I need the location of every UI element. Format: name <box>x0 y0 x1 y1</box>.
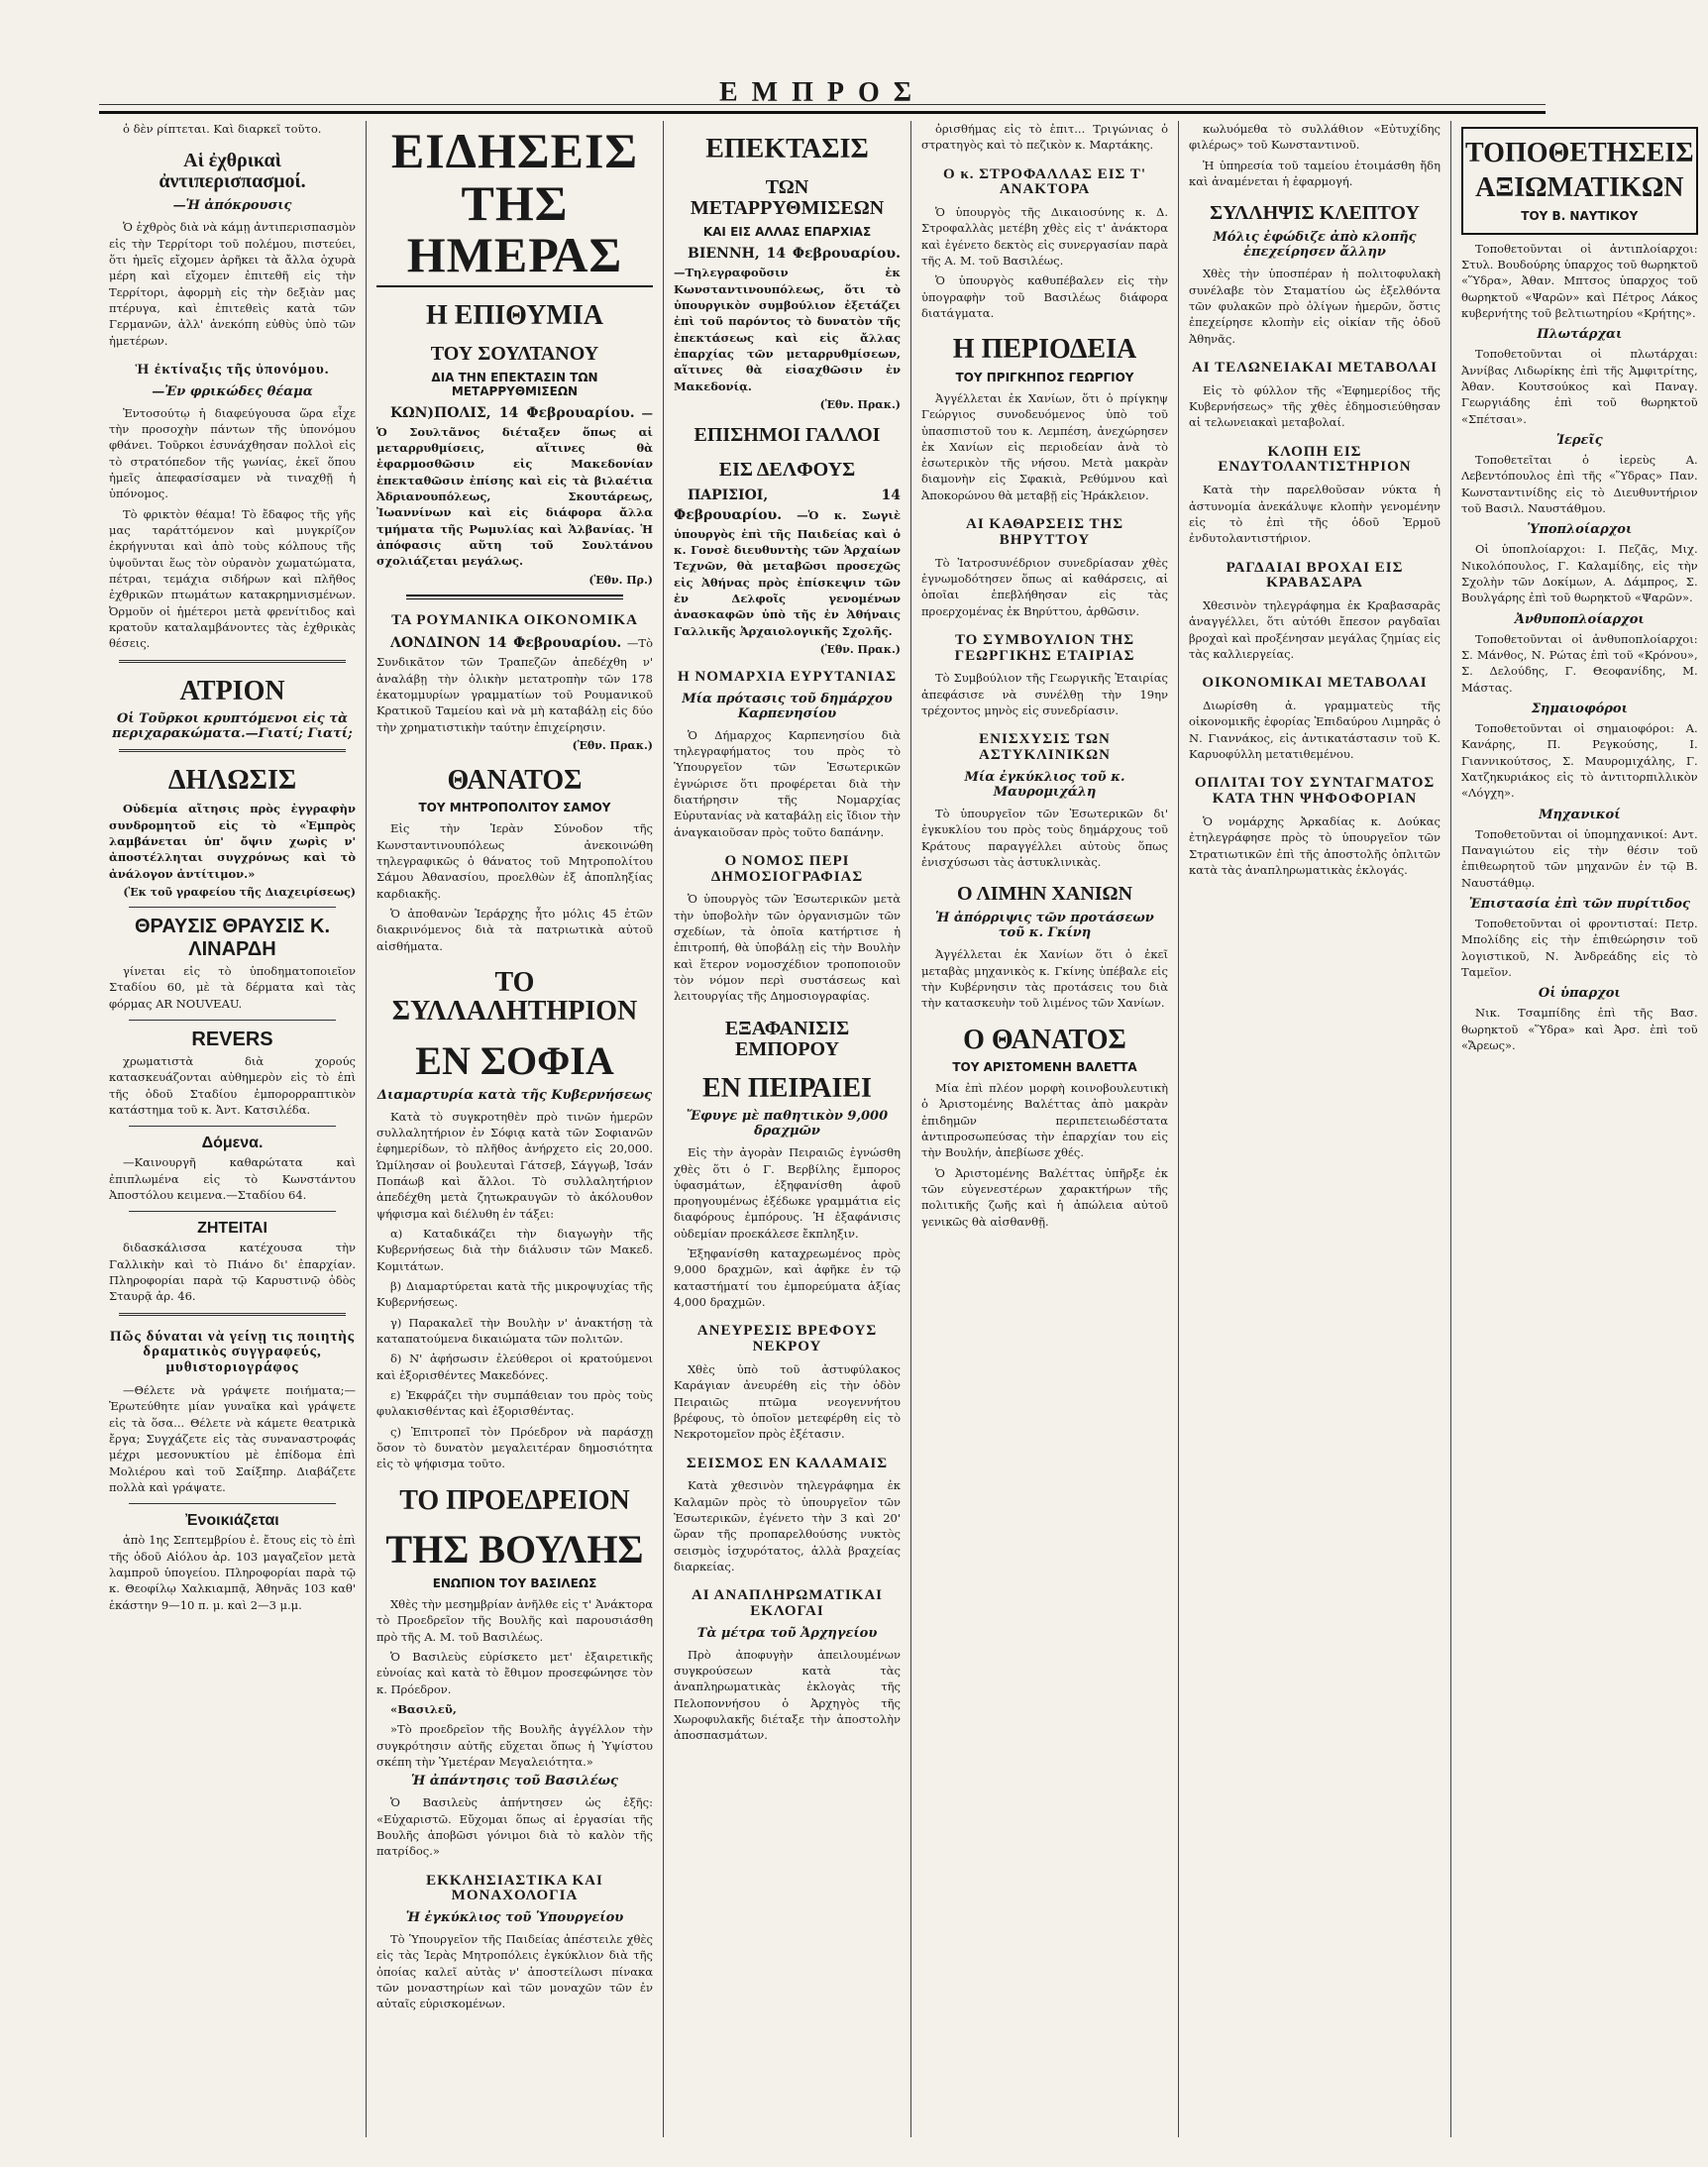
col6-section-4: Ἀνθυποπλοίαρχοι <box>1514 611 1645 627</box>
column-3 <box>664 121 911 2137</box>
col2-headline-6: ΕΚΚΛΗΣΙΑΣΤΙΚΑ ΚΑΙ ΜΟΝΑΧΟΛΟΓΙΑ <box>426 1872 603 1904</box>
col3-dateline-2: ΠΑΡΙΣΙΟΙ, 14 Φεβρουαρίου. <box>674 487 901 523</box>
col1-separator-3 <box>129 907 336 908</box>
col2-para-5: Χθὲς τὴν μεσημβρίαν ἀνῆλθε εἰς τ' Ἀνάκτορα τὸ Προεδρεῖον τῆς Βουλῆς καὶ παρουσιάσθη πρὸ τῆς Α. Μ. τοῦ Βασιλέως. <box>376 1597 653 1644</box>
col2-para-4f: ς) Ἐπιτροπεῖ τὸν Πρόεδρον νὰ παράσχῃ ὅσον τὸ δυνατὸν μεγαλειτέραν δημοσιότητα εἰς τὸ ψήφισμα τοῦτο. <box>376 1424 653 1471</box>
col1-ad-thrausis-text: γίνεται εἰς τὸ ὑποδηματοποιεῖον Σταδίου 60, μὲ τὰ δέρματα καὶ τὰς φόρμας AR NOUVEAU. <box>109 964 356 1011</box>
col2-sub-6: Ἡ ἐγκύκλιος τοῦ Ὑπουργείου <box>405 1910 624 1926</box>
col6-para-2: Τοποθετοῦνται οἱ πλωτάρχαι: Ἀννίβας Λιδωρίκης ἐπὶ τῆς Ἀμφιτρίτης, Ἀθαν. Κουτσούκος καὶ Παναγ. Γεωργιάδης ἐπὶ τοῦ θωρηκτοῦ «Σπέτσαι». <box>1461 347 1698 426</box>
col1-separator-7 <box>119 1313 346 1316</box>
col2-headline-1: Η ΕΠΙΘΥΜΙΑ <box>426 299 603 331</box>
col5-para-2: Εἰς τὸ φύλλον τῆς «Ἐφημερίδος τῆς Κυβερνήσεως» τῆς χθὲς ἐδημοσιεύθησαν αἱ τελωνειακαὶ μεταβολαί. <box>1189 382 1441 430</box>
col6-para-3: Τοποθετεῖται ὁ ἱερεὺς Α. Λεβεντόπουλος ἐπὶ τῆς «Ὕδρας» Παν. Κωνσταντινίδης εἰς τὸ Διευθυντήριον τοῦ Βασιλ. Ναυστάθμου. <box>1461 453 1698 516</box>
col2-para-3: Εἰς τὴν Ἱερὰν Σύνοδον τῆς Κωνσταντινουπόλεως ἀνεκοινώθη τηλεγραφικῶς ὁ θάνατος τοῦ Μητροπολίτου Σάμου Ἀθανασίου, προελθὼν ἐξ ἀποπληξίας καρδιακῆς. <box>376 821 653 901</box>
col4-para-4: Τὸ Συμβούλιον τῆς Γεωργικῆς Ἑταιρίας ἀπεφάσισε νὰ συνέλθῃ τὴν 19ην τρέχοντος μηνὸς εἰς συνεδρίασιν. <box>921 671 1168 718</box>
col4-headline-6: Ο ΛΙΜΗΝ ΧΑΝΙΩΝ <box>956 883 1133 906</box>
col3-headline-1b: ΤΩΝ ΜΕΤΑΡΡΥΘΜΙΣΕΩΝ <box>690 176 885 220</box>
col3-sub-5: Ἔφυγε μὲ παθητικὸν 9,000 δραχμῶν <box>686 1109 889 1139</box>
col3-para-4: Ὁ ὑπουργὸς τῶν Ἐσωτερικῶν μετὰ τὴν ὑποβολὴν τῶν ὀργανισμῶν τῶν σχεδίων, τὰ ὁποῖα κατήρτισε ἡ ἐπιτροπή, θὰ ὑποβάλῃ εἰς τὴν Βουλὴν καὶ ἕτερον νομοσχέδιον τροποποιοῦν τὸν νόμον περὶ συστάσεως καὶ λειτουργίας τῆς Δημοσιογραφίας. <box>674 892 901 1004</box>
col1-opening: ὁ δὲν ρίπτεται. Καὶ διαρκεῖ τοῦτο. <box>123 122 322 136</box>
col5-opening: κωλυόμεθα τὸ συλλάθιον «Εὐτυχίδης φιλέρως» τοῦ Κωνσταντινοῦ. <box>1189 122 1441 153</box>
col2-headline-4b: ΕΝ ΣΟΦΙΑ <box>415 1037 614 1083</box>
col4-para-1: Ὁ ὑπουργὸς τῆς Δικαιοσύνης κ. Δ. Στροφαλλὰς μετέβη χθὲς εἰς τ' ἀνάκτορα καὶ ἐγένετο δεκτὸς εἰς συνεργασίαν παρὰ τῆς Α. Μ. τοῦ Βασιλέως. <box>921 205 1168 269</box>
col5-headline-4: ΡΑΓΔΑΙΑΙ ΒΡΟΧΑΙ ΕΙΣ ΚΡΑΒΑΣΑΡΑ <box>1226 559 1404 592</box>
col4-sub-2: ΤΟΥ ΠΡΙΓΚΗΠΟΣ ΓΕΩΡΓΙΟΥ <box>955 370 1134 384</box>
col1-para-1: Ὁ ἐχθρὸς διὰ νὰ κάμῃ ἀντιπερισπασμὸν εἰς τὴν Τερρίτορι τοῦ πολέμου, πιστεύει, ὅτι ἡμεῖς εἴχομεν ἀρῆκει τὰ ἄλλα ὀχυρὰ μέρη καὶ εἴχομεν ἐπιτεθῆ εἰς τὴν Τερρίτορι, ἀφορμὴ εἰς τὴν δεξιὰν μας πτέρυγα, καὶ ἐπιτεθεὶς κατὰ τῶν Γερμανῶν, ἀλλ' ἀνεκόπη εὐθὺς ὑπὸ τῶν ἡμετέρων. <box>109 220 356 348</box>
main-headline: ΕΙΔΗΣΕΙΣ ΤΗΣ ΗΜΕΡΑΣ <box>376 125 653 287</box>
col6-para-4: Οἱ ὑποπλοίαρχοι: Ι. Πεζᾶς, Μιχ. Νικολόπουλος, Γ. Καλαμίδης, εἰς τὴν Σχολὴν τῶν Δοκίμων, Α. Δάμπρος, Σ. Βουλγάρης ἐπὶ τοῦ θωρηκτοῦ «Ψαρῶν». <box>1461 542 1698 605</box>
col6-para-1: Τοποθετοῦνται οἱ ἀντιπλοίαρχοι: Στυλ. Βουδούρης ὑπαρχος τοῦ θωρηκτοῦ «Ὕδρα», Ἀθαν. Μπτσος ὑπαρχος τοῦ θωρηκτοῦ «Ψαρῶν» καὶ Πέτρος Λάκος κυβερνήτης τοῦ βελτιωτηρίου «Κρήτης». <box>1461 241 1698 321</box>
col3-headline-7: ΣΕΙΣΜΟΣ ΕΝ ΚΑΛΑΜΑΙΣ <box>686 1455 889 1471</box>
col1-ad-revers-text: χρωματιστὰ διὰ χορούς κατασκευάζονται αὐθημερὸν εἰς τὸ ἐπὶ τῆς ὁδοῦ Σταδίου ἐμπορορραπτικὸν κατάστημα τοῦ κ. Ἀντ. Κατσιλέδα. <box>109 1054 356 1118</box>
col1-ad-zhteitai: ΖΗΤΕΙΤΑΙ <box>197 1220 267 1238</box>
col1-separator-5 <box>129 1126 336 1127</box>
col4-para-6: Ἀγγέλλεται ἐκ Χανίων ὅτι ὁ ἐκεῖ μεταβὰς μηχανικὸς κ. Γκίνης ὑπέβαλε εἰς τὴν Κυβέρνησιν τὰς προτάσεις του διὰ τὴν κατασκευὴν τοῦ λιμένος τῶν Χανίων. <box>921 947 1168 1011</box>
col3-headline-1: ΕΠΕΚΤΑΣΙΣ <box>705 134 869 164</box>
col2-sub-5c: Ἡ ἀπάντησις τοῦ Βασιλέως <box>411 1774 618 1789</box>
column-1 <box>99 121 367 2137</box>
col2-para-4c: γ) Παρακαλεῖ τὴν Βουλὴν ν' ἀνακτήσῃ τὰ καταπατούμενα δικαιώματα τῶν πολιτῶν. <box>376 1315 653 1347</box>
col4-headline-3: ΑΙ ΚΑΘΑΡΣΕΙΣ ΤΗΣ ΒΗΡΥΤΤΟΥ <box>965 516 1124 548</box>
col2-para-4b: β) Διαμαρτύρεται κατὰ τῆς μικροψυχίας τῆς Κυβερνήσεως. <box>376 1279 653 1310</box>
col2-headline-5: ΤΟ ΠΡΟΕΔΡΕΙΟΝ <box>399 1484 630 1516</box>
col1-separator-2 <box>119 749 346 752</box>
col1-ad-enoikiazetai: Ἐνοικιάζεται <box>185 1512 279 1530</box>
col5-sub-1: Μόλις ἐφώδιζε ἀπὸ κλοπῆς ἐπεχείρησεν ἄλλην <box>1213 230 1417 261</box>
col2-sub-3: ΤΟΥ ΜΗΤΡΟΠΟΛΙΤΟΥ ΣΑΜΟΥ <box>418 801 611 815</box>
col1-para-3: Τὸ φρικτὸν θέαμα! Τὸ ἔδαφος τῆς γῆς μας ταράττόμενον καὶ μυγκρίζον ἐκρήγνυται καὶ ἀπὸ τοὺς κόλπους τῆς ὑψοῦνται ἕως τὸν οὐρανὸν χωματώματα, πέτραι, τεμάχια σιδήρων καὶ πλῆθος ἐχθρικῶν πτωμάτων κατακρημνισμένων. Ὀρμοῦν οἱ ἡμέτεροι μετὰ φρενίτιδος καὶ κρατοῦν καταλαμβάνοντες τὰς ἐχθρικὰς θέσεις. <box>109 506 356 651</box>
col2-headline-5b: ΤΗΣ ΒΟΥΛΗΣ <box>385 1527 644 1572</box>
col1-separator-8 <box>129 1503 336 1504</box>
col6-section-2: Ἱερεῖς <box>1555 433 1603 449</box>
col2-para-4d: δ) Ν' ἀφήσωσιν ἐλεύθεροι οἱ κρατούμενοι καὶ ἐξορισθέντες Μακεδόνες. <box>376 1352 653 1382</box>
col3-source-1: (Ἐθν. Πρακ.) <box>819 397 901 411</box>
col2-para-5d: »Τὸ προεδρεῖον τῆς Βουλῆς ἀγγέλλον τὴν συγκρότησιν αὐτῆς εὔχεται ὅπως ἡ Ὑψίστου σκέπη τὴν Ὑμετέραν Μεγαλειότητα.» <box>376 1722 653 1770</box>
col2-para-4: Κατὰ τὸ συγκροτηθὲν πρὸ τινῶν ἡμερῶν συλλαλητήριον ἐν Σόφιᾳ κατὰ τῶν Σοφιανῶν ἐφημερίδων, τὸ πλῆθος ἀνήρχετο εἰς 20,000. Ὡμίλησαν οἱ βουλευταὶ Γάτσεβ, Σάγγωβ, Ἰσάν Ποπάωβ καὶ ἄλλοι. Τὸ συλλαλητήριον ἀπεδέχθη μετὰ ζητωκραυγῶν τὸ ἀκόλουθον ψήφισμα καὶ διέλυθη ἐν τάξει: <box>376 1109 653 1221</box>
col2-sub-5: ΕΝΩΠΙΟΝ ΤΟΥ ΒΑΣΙΛΕΩΣ <box>432 1576 597 1591</box>
col5-para-5: Διωρίσθη ἀ. γραμματεὺς τῆς οἰκονομικῆς ἐφορίας Ἐπιδαύρου Λιμηρᾶς ὁ Ν. Γιαννάκος, εἰς ἀντικατάστασιν τοῦ Κ. Καρυοφύλλη μετατιθεμένου. <box>1189 699 1441 762</box>
col3-dateline-1: ΒΙΕΝΝΗ, 14 Φεβρουαρίου. <box>688 246 901 263</box>
col1-headline-2: Ἡ ἐκτίναξις τῆς ὑπονόμου. <box>135 361 330 378</box>
col2-para-6: Τὸ Ὑπουργεῖον τῆς Παιδείας ἀπέστειλε χθὲς εἰς τὰς Ἱερὰς Μητροπόλεις ἐγκύκλιον διὰ τῆς ὁποίας καλεῖ αὐτὰς ν' ἀποστείλωσι πίνακα τῶν μοναστηρίων καὶ τῶν μοναχῶν τῶν ἐν αὐταῖς εὑρισκομένων. <box>376 1932 653 2011</box>
col3-sub-8: Τὰ μέτρα τοῦ Ἀρχηγείου <box>696 1625 878 1641</box>
col6-headline-1: ΤΟΠΟΘΕΤΗΣΕΙΣ <box>1465 138 1694 168</box>
col4-para-3: Τὸ Ἰατροσυνέδριον συνεδρίασαν χθὲς ἐγνωμοδότησεν ὅπως αἱ καθάρσεις, αἱ ὁποῖαι ἐπεβλήθησαν εἰς τὰς προερχομένας ἐκ Βηρύττου, ἀρθῶσιν. <box>921 555 1168 618</box>
col3-headline-4: Ο ΝΟΜΟΣ ΠΕΡΙ ΔΗΜΟΣΙΟΓΡΑΦΙΑΣ <box>710 852 864 885</box>
col1-para-2: Ἐντοσούτῳ ἡ διαφεύγουσα ὥρα εἶχε τὴν προσοχὴν πάντων τῆς ὑπονόμου φθάνει. Τοῦρκοι ἐσυνάχθησαν πολλοὶ εἰς τὸ στρατόπεδον τῆς γωνίας, ἐκεῖ ὅπου ἡμεῖς ἀπεφασίσαμεν νὰ τιναχθῇ ἡ ὑπόνομος. <box>109 405 356 501</box>
col4-opening: ὁρισθήμας εἰς τὸ ἐπιτ... Τριγώνιας ὁ στρατηγὸς καὶ τὸ πεζικὸν κ. Μαρτάκης. <box>921 122 1168 153</box>
col2-para-5c: «Βασιλεῦ, <box>390 1702 457 1717</box>
col4-headline-4: ΤΟ ΣΥΜΒΟΥΛΙΟΝ ΤΗΣ ΓΕΩΡΓΙΚΗΣ ΕΤΑΙΡΙΑΣ <box>954 631 1135 664</box>
col5-headline-6: ΟΠΛΙΤΑΙ ΤΟΥ ΣΥΝΤΑΓΜΑΤΟΣ ΚΑΤΑ ΤΗΝ ΨΗΦΟΦΟΡΙΑΝ <box>1194 775 1436 808</box>
col2-headline-4: ΤΟ ΣΥΛΛΑΛΗΤΗΡΙΟΝ <box>391 967 638 1028</box>
col5-para-3: Κατὰ τὴν παρελθοῦσαν νύκτα ἡ ἀστυνομία ἀνεκάλυψε κλοπὴν γενομένην εἰς τὸ ἐπὶ τῆς ὁδοῦ Ἑρμοῦ ἐνδυτολαντιστήριον. <box>1189 483 1441 546</box>
col1-dilosis-source: (Ἐκ τοῦ γραφείου τῆς Διαχειρίσεως) <box>123 886 356 900</box>
col1-para-poiitis: —Θέλετε νὰ γράψετε ποιήματα;—Ἐρωτεύθητε μίαν γυναῖκα καὶ γράψετε εἰς τὰ ὅσα... Θέλετε νὰ κάμετε θεατρικὰ ἔργα; Συγχάζετε εἰς τὰς συναναστροφάς μέχρι μεσονυκτίου μὲ ἐπίδομα ἐπὶ Μολιέρου καὶ τοῦ Σαίξπηρ. Διαβάζετε πολλὰ καὶ γράψατε. <box>109 1382 356 1494</box>
col2-source-1: (Ἐθν. Πρ.) <box>588 573 653 587</box>
col5-para-1: Χθὲς τὴν ὑποσπέραν ἡ πολιτοφυλακὴ συνέλαβε τὸν Σταματίου ὡς ἐξελθόντα τῶν φυλακῶν πρὸ ὀλίγων ἡμερῶν, ὅστις ἐπεχείρησε κλοπὴν εἰς οἰκίαν τῆς ὁδοῦ Ἀθηνᾶς. <box>1189 267 1441 346</box>
col5-para-6: Ὁ νομάρχης Ἀρκαδίας κ. Δούκας ἐτηλεγράφησε πρὸς τὸ ὑπουργεῖον τῶν Στρατιωτικῶν ἐπὶ τῆς ἀποστολῆς ὁπλιτῶν κατὰ τὰς ἀναπληρωματικὰς ἐκλογάς. <box>1189 813 1441 877</box>
col6-section-1: Πλωτάρχαι <box>1537 327 1623 343</box>
col2-headline-3: ΘΑΝΑΤΟΣ <box>447 764 583 796</box>
col5-para-0: Ἡ ὑπηρεσία τοῦ ταμείου ἐτοιμάσθη ἤδη καὶ ἀναμένεται ἡ ἐφαρμογή. <box>1189 158 1441 188</box>
col5-para-4: Χθεσινὸν τηλεγράφημα ἐκ Κραβασαρᾶς ἀναγγέλλει, ὅτι αὐτόθι ἔπεσον ραγδαῖαι βροχαὶ καὶ προξένησαν μεγάλας ζημίας εἰς τὰς καλλιεργείας. <box>1189 598 1441 661</box>
masthead-title: ΕΜΠΡΟΣ <box>718 77 926 108</box>
col2-para-5b: Ὁ Βασιλεὺς εὑρίσκετο μετ' ἐξαιρετικῆς εὐνοίας καὶ κατὰ τὸ ἔθιμον προσεφώνησε τὸν κ. Πρόεδρον. <box>376 1650 653 1696</box>
col1-separator-6 <box>129 1211 336 1212</box>
col3-para-5: Εἰς τὴν ἀγορὰν Πειραιῶς ἐγνώσθη χθὲς ὅτι ὁ Γ. Βερβίλης ἔμπορος ὑφασμάτων, ἐξηφανίσθη ἀφοῦ προηγουμένως ἐξέδωκε γραμμάτια εἰς διαφόρους ἐμπόρους. Ἡ ἐξαφάνισις οὐδεμίαν προεκάλεσε ἔκπληξιν. <box>674 1145 901 1241</box>
col2-para-4e: ε) Ἐκφράζει τὴν συμπάθειαν του πρὸς τοὺς φυλακισθέντας καὶ ἐξορισθέντας. <box>376 1388 653 1419</box>
col6-para-7: Τοποθετοῦνται οἱ ὑπομηχανικοί: Αντ. Παναγιώτου εἰς τὴν θέσιν τοῦ ἐπιθεωρητοῦ τῶν μηχανῶν ἐν τῷ Β. Ναυστάθμῳ. <box>1461 826 1698 890</box>
col2-dateline-2: ΛΟΝΔΙΝΟΝ 14 Φεβρουαρίου. <box>390 635 622 652</box>
col2-para-4a: α) Καταδικάζει τὴν διαγωγὴν τῆς Κυβερνήσεως διὰ τὴν διάλυσιν τῶν Μακεδ. Κομιτάτων. <box>376 1227 653 1273</box>
col1-para-dilosis: Οὐδεμία αἴτησις πρὸς ἐγγραφὴν συνδρομητοῦ εἰς τὸ «Ἐμπρὸς λαμβάνεται ὑπ' ὄψιν χωρὶς ν' ἀποστέλληται συγχρόνως καὶ τὸ ἀνάλογον ἀντίτιμον.» <box>109 802 356 881</box>
col5-headline-2: ΑΙ ΤΕΛΩΝΕΙΑΚΑΙ ΜΕΤΑΒΟΛΑΙ <box>1191 359 1439 376</box>
col4-headline-2: Η ΠΕΡΙΟΔΕΙΑ <box>952 334 1137 366</box>
col4-para-1b: Ὁ ὑπουργὸς καθυπέβαλεν εἰς τὴν ὑπογραφὴν τοῦ Βασιλέως διάφορα διατάγματα. <box>921 273 1168 321</box>
col3-para-5b: Ἐξηφανίσθη καταχρεωμένος πρὸς 9,000 δραχμῶν, καὶ ἀφῆκε ἐν τῷ καταστήματί του ἐμπορεύματα ἀξίας 4,000 δραχμῶν. <box>674 1246 901 1310</box>
col1-ad-zhteitai-text: διδασκάλισσα κατέχουσα τὴν Γαλλικὴν καὶ τὸ Πιάνο δι' ἐπαρχίαν. Πληροφορίαι παρὰ τῷ Καρυστινῷ ὁδὸς Σταυρᾷ ἀρ. 46. <box>109 1241 356 1304</box>
col1-headline-1: Αἱ ἐχθρικαὶ ἀντιπερισπασμοί. <box>159 150 306 193</box>
col4-para-7b: Ὁ Ἀριστομένης Βαλέττας ὑπῆρξε ἐκ τῶν εὐγενεστέρων χαρακτήρων τῆς πολιτικῆς ζωῆς καὶ ἡ ἀπώλεια αὐτοῦ γενικῶς θὰ αἰσθανθῇ. <box>921 1165 1168 1229</box>
col3-headline-8: ΑΙ ΑΝΑΠΛΗΡΩΜΑΤΙΚΑΙ ΕΚΛΟΓΑΙ <box>691 1587 884 1620</box>
col3-para-2: —Ὁ κ. Σωγιὲ ὑπουργὸς ἐπὶ τῆς Παιδείας καὶ ὁ κ. Γονσὲ διευθυντὴς τῶν Ἀρχαίων Τεχνῶν, θὰ μεταβῶσι προσεχῶς εἰς Ἀθήνας πρὸς ἐπίσκεψιν τῶν ἐν Δελφοῖς γενομένων ἀνασκαφῶν ὑπὸ τῆς ἐν Ἀθήναις Γαλλικῆς Ἀρχαιολογικῆς Σχολῆς. <box>674 507 901 638</box>
col2-headline-2: ΤΑ ΡΟΥΜΑΝΙΚΑ ΟΙΚΟΝΟΜΙΚΑ <box>391 611 638 628</box>
col2-para-3b: Ὁ ἀποθανὼν Ἱεράρχης ἦτο μόλις 45 ἐτῶν διακρινόμενος διὰ τὰ πατριωτικὰ αὐτοῦ αἰσθήματα. <box>376 907 653 953</box>
col6-section-3: Ὑποπλοίαρχοι <box>1527 522 1633 538</box>
col4-headline-1: Ο κ. ΣΤΡΟΦΑΛΛΑΣ ΕΙΣ Τ' ΑΝΑΚΤΟΡΑ <box>942 165 1147 198</box>
col4-sub-5: Μία ἐγκύκλιος τοῦ κ. Μαυρομιχάλη <box>964 769 1125 800</box>
col1-headline-poiitis: Πῶς δύναται νὰ γείνῃ τις ποιητὴς δραματικὸς συγγραφεύς, μυθιστοριογράφος <box>109 1328 356 1376</box>
col1-sub-2: —Ἐν φρικώδες θέαμα <box>152 383 313 399</box>
col1-separator-4 <box>129 1020 336 1021</box>
col3-headline-2b: ΕΙΣ ΔΕΛΦΟΥΣ <box>718 458 856 481</box>
col2-para-5e: Ὁ Βασιλεὺς ἀπήντησεν ὡς ἑξῆς: «Εὐχαριστῶ. Εὔχομαι ὅπως αἱ ἐργασίαι τῆς Βουλῆς ἀποβῶσι γόνιμοι διὰ τὸ καλὸν τῆς πατρίδος.» <box>376 1795 653 1859</box>
col5-headline-3: ΚΛΟΠΗ ΕΙΣ ΕΝΔΥΤΟΛΑΝΤΙΣΤΗΡΙΟΝ <box>1218 443 1412 476</box>
col6-section-7: Ἐπιστασία ἐπὶ τῶν πυρίτιδος <box>1468 896 1690 912</box>
col3-para-8: Πρὸ ἀποφυγὴν ἀπειλουμένων συγκρούσεων κατὰ τὰς ἀναπληρωματικὰς ἐκλογὰς τῆς Πελοποννήσου ὁ Ἀρχηγὸς τῆς Χωροφυλακῆς διέταξε τὴν ἀποστολὴν ἀποσπασμάτων. <box>674 1647 901 1743</box>
col2-source-2: (Ἐθν. Πρακ.) <box>572 738 653 752</box>
col5-headline-1: ΣΥΛΛΗΨΙΣ ΚΛΕΠΤΟΥ <box>1210 202 1420 225</box>
columns <box>99 121 1698 2137</box>
col6-para-5: Τοποθετοῦνται οἱ ἀνθυποπλοίαρχοι: Σ. Μάνθος, Ν. Ρώτας ἐπὶ τοῦ «Κρόνου», Σ. Δελούδης, Γ. Θεοφανίδης, Μ. Μάστας. <box>1461 631 1698 695</box>
col4-sub-6: Ἡ ἀπόρριψις τῶν προτάσεων τοῦ κ. Γκίνη <box>935 911 1154 941</box>
col2-sub-1: ΔΙΑ ΤΗΝ ΕΠΕΚΤΑΣΙΝ ΤΩΝ ΜΕΤΑΡΡΥΘΜΙΣΕΩΝ <box>431 370 598 398</box>
col6-section-6: Μηχανικοί <box>1539 807 1621 822</box>
col4-para-2: Ἀγγέλλεται ἐκ Χανίων, ὅτι ὁ πρίγκηψ Γεώργιος συνοδευόμενος ὑπὸ τοῦ ὑπασπιστοῦ του κ. Λεμπέση, ἀνεχώρησεν ἐκ Χανίων εἰς περιοδείαν ἀνὰ τὸ ἐσωτερικὸν τῆς νήσου. Μετὰ μακρὰν διαμονὴν εἰς Σφακιὰ, Ρεθύμνου καὶ Ἀποκορώνου θὰ μεταβῇ εἰς Ἡράκλειον. <box>921 390 1168 502</box>
col3-sub-1: ΚΑΙ ΕΙΣ ΑΛΛΑΣ ΕΠΑΡΧΙΑΣ <box>702 225 872 240</box>
col3-sub-3: Μία πρότασις τοῦ δημάρχου Καρπενησίου <box>682 691 893 721</box>
col6-headline-box <box>1461 127 1698 235</box>
column-5 <box>1179 121 1451 2137</box>
col4-sub-7: ΤΟΥ ΑΡΙΣΤΟΜΕΝΗ ΒΑΛΕΤΤΑ <box>952 1059 1137 1074</box>
col6-section-8: Οἱ ὑπαρχοι <box>1538 986 1621 1002</box>
col6-section-5: Σημαιοφόροι <box>1531 702 1628 716</box>
col1-sub-atrion: Οἱ Τοῦρκοι κρυπτόμενοι εἰς τὰ περιχαρακώματα.—Γιατί; Γιατί; <box>112 711 353 742</box>
col3-headline-5: ΕΞΑΦΑΝΙΣΙΣ ΕΜΠΟΡΟΥ <box>724 1017 850 1060</box>
col4-para-7: Μία ἐπὶ πλέον μορφὴ κοινοβουλευτικὴ ὁ Ἀριστομένης Βαλέττας ἀπὸ μακρὰν ἐπιδημῶν περιπετειωδέστατα ἀντιπροσωπεύσας τὴν ἐπαρχίαν του εἰς τὴν Βουλήν, ἀπεβίωσε χθές. <box>921 1080 1168 1160</box>
col1-sub-1: —Ἡ ἀπόκρουσις <box>172 198 292 214</box>
col4-headline-5: ΕΝΙΣΧΥΣΙΣ ΤΩΝ ΑΣΤΥΚΛΙΝΙΚΩΝ <box>979 731 1111 764</box>
col3-para-7: Κατὰ χθεσινὸν τηλεγράφημα ἐκ Καλαμῶν πρὸς τὸ ὑπουργεῖον τῶν Ἐσωτερικῶν, ἐγένετο τὴν 3 καὶ 20' ὥραν τῆς προπαρελθούσης νυκτὸς σεισμὸς ἰσχυρότατος, ἀλλὰ βραχείας διαρκείας. <box>674 1478 901 1573</box>
masthead <box>99 77 1546 114</box>
col1-ad-thrausis-name: Κ. ΛΙΝΑΡΔΗ <box>188 916 330 961</box>
col6-sub-1: ΤΟΥ Β. ΝΑΥΤΙΚΟΥ <box>1521 208 1639 223</box>
column-6 <box>1451 121 1708 2137</box>
col3-para-1: —Τηλεγραφοῦσιν ἐκ Κωνσταντινουπόλεως, ὅτι τὸ ὑπουργικὸν συμβούλιον ἐξετάζει ἐπὶ τοῦ παρόντος τὸ δυνατὸν τῆς ἐπεκτάσεως καὶ εἰς ἄλλας ἐπαρχίας τῶν μεταρρυθμίσεων, αἵτινες θὰ εἰσαχθῶσιν ἐν Μακεδονίᾳ. <box>674 266 901 393</box>
col1-ad-thrausis-title: ΘΡΑΥΣΙΣ ΘΡΑΥΣΙΣ <box>135 916 305 938</box>
col3-headline-2: ΕΠΙΣΗΜΟΙ ΓΑΛΛΟΙ <box>694 423 881 446</box>
col1-ad-domena: Δόμενα. <box>201 1135 264 1152</box>
col2-para-2: —Τὸ Συνδικᾶτον τῶν Τραπεζῶν ἀπεδέχθη ν' ἀναλάβῃ τὴν ὁλικὴν μετατροπὴν τῶν 178 ἑκατομμυρίων γραμματίων τοῦ Ρουμανικοῦ Κρατικοῦ Ταμείου καὶ νὰ μὴ καταβάλῃ εἰς δύο τὴν χρηματιστικὴν ταύτην ἐπιχείρησιν. <box>376 636 654 734</box>
col3-headline-6: ΑΝΕΥΡΕΣΙΣ ΒΡΕΦΟΥΣ ΝΕΚΡΟΥ <box>696 1323 878 1355</box>
col6-para-6: Τοποθετοῦνται οἱ σημαιοφόροι: Α. Κανάρης, Π. Ρεγκούσης, Ι. Γιαννικούτσος, Σ. Μαυρομιχάλης, Γ. Χατζηκυριάκος εἰς τὸ ἀντιτορπιλλικὸν «Λόγχη». <box>1461 721 1698 801</box>
col3-headline-5b: ΕΝ ΠΕΙΡΑΙΕΙ <box>702 1072 872 1104</box>
col4-para-5: Τὸ ὑπουργεῖον τῶν Ἐσωτερικῶν δι' ἐγκυκλίου του πρὸς τοὺς δημάρχους τοῦ Κράτους παραγγέλλει αὐτοὺς ὅπως ἐνισχύσωσι τὰς ἀστυκλινικὰς. <box>921 806 1168 869</box>
col3-source-2: (Ἐθν. Πρακ.) <box>819 642 901 656</box>
col1-headline-dilosis: ΔΗΛΩΣΙΣ <box>167 765 297 797</box>
col5-headline-5: ΟΙΚΟΝΟΜΙΚΑΙ ΜΕΤΑΒΟΛΑΙ <box>1202 675 1428 692</box>
col1-ad-domena-text: —Καινουργῆ καθαρώτατα καὶ ἐπιπλωμένα εἰς τὸ Κωνστάντου Ἀποστόλου κειμενα.—Σταδίου 64. <box>109 1155 356 1202</box>
column-4 <box>911 121 1179 2137</box>
col2-dateline-1: ΚΩΝ)ΠΟΛΙΣ, 14 Φεβρουαρίου. <box>390 404 635 421</box>
col1-headline-atrion: ΑΤΡΙΟΝ <box>179 675 285 706</box>
col2-rule-1 <box>406 595 623 599</box>
col2-headline-1b: ΤΟΥ ΣΟΥΛΤΑΝΟΥ <box>430 342 599 365</box>
col3-headline-3: Η ΝΟΜΑΡΧΙΑ ΕΥΡΥΤΑΝΙΑΣ <box>677 668 898 685</box>
col3-para-6: Χθὲς ὑπὸ τοῦ ἀστυφύλακος Καράγιαν ἀνευρέθη εἰς τὴν ὁδὸν Πειραιῶς πτῶμα νεογεννήτου βρέφους, τὸ ὁποῖον μετεφέρθη εἰς τὸ Νεκροτομεῖον πρὸς ἐξέτασιν. <box>674 1361 901 1442</box>
col3-para-3: Ὁ Δήμαρχος Καρπενησίου διὰ τηλεγραφήματος του πρὸς τὸ Ὑπουργεῖον τῶν Ἐσωτερικῶν ἐγνώρισε ὅτι προφέρεται διὰ τὴν διατήρησιν τῆς Νομαρχίας Εὐρυτανίας νὰ καταβάλῃ εἰς ἴδιον τὴν ἀναγκαιοῦσαν πρὸς τοῦτο δαπάνην. <box>674 727 901 839</box>
col6-para-8: Τοποθετοῦνται οἱ φροντισταί: Πετρ. Μπολίδης εἰς τὴν ἐπιθεώρησιν τοῦ λογιστικοῦ, Ν. Ἀνδρεάδης εἰς τὸ Ταμεῖον. <box>1461 916 1698 979</box>
col6-para-9: Νικ. Τσαμπίδης ἐπὶ τῆς Βασ. θωρηκτοῦ «Ὕδρα» καὶ Ἀρσ. ἐπὶ τοῦ «Ἄρεως». <box>1461 1006 1698 1052</box>
col1-separator <box>119 660 346 663</box>
col2-para-1: —Ὁ Σουλτᾶνος διέταξεν ὅπως αἱ μεταρρυθμίσεις, αἵτινες θὰ ἐφαρμοσθῶσιν εἰς Μακεδονίαν ἐπεκταθῶσιν ἐπίσης καὶ εἰς τὰ βιλαέτια Ἀδριανουπόλεως, Σκουτάρεως, Ἰωαννίνων καὶ εἰς διάφορα ἄλλα τμήματα τῆς Ρωμυλίας καὶ Ἀλβανίας. Ἡ ἀπόφασις αὕτη τοῦ Σουλτάνου σχολιάζεται μεγάλως. <box>376 405 654 569</box>
column-2 <box>367 121 664 2137</box>
col6-headline-1b: ΑΞΙΩΜΑΤΙΚΩΝ <box>1475 172 1684 204</box>
col2-sub-4: Διαμαρτυρία κατὰ τῆς Κυβερνήσεως <box>376 1087 653 1103</box>
col1-ad-revers: REVERS <box>191 1029 273 1051</box>
col1-ad-enoikiazetai-text: ἀπὸ 1ης Σεπτεμβρίου ἐ. ἔτους εἰς τὸ ἐπὶ τῆς ὁδοῦ Αἰόλου ἀρ. 103 μαγαζεῖον μετὰ λαμπροῦ ὑπογείου. Πληροφορίαι παρὰ τῷ κ. Θεοφίλῳ Χαλκιαμπᾷ, Ἀθηνᾶς 103 καθ' ἑκάστην 9—10 π. μ. καὶ 2—3 μ.μ. <box>109 1533 356 1612</box>
col1-ad-thrausis <box>109 916 356 961</box>
col4-headline-7: Ο ΘΑΝΑΤΟΣ <box>963 1024 1126 1055</box>
